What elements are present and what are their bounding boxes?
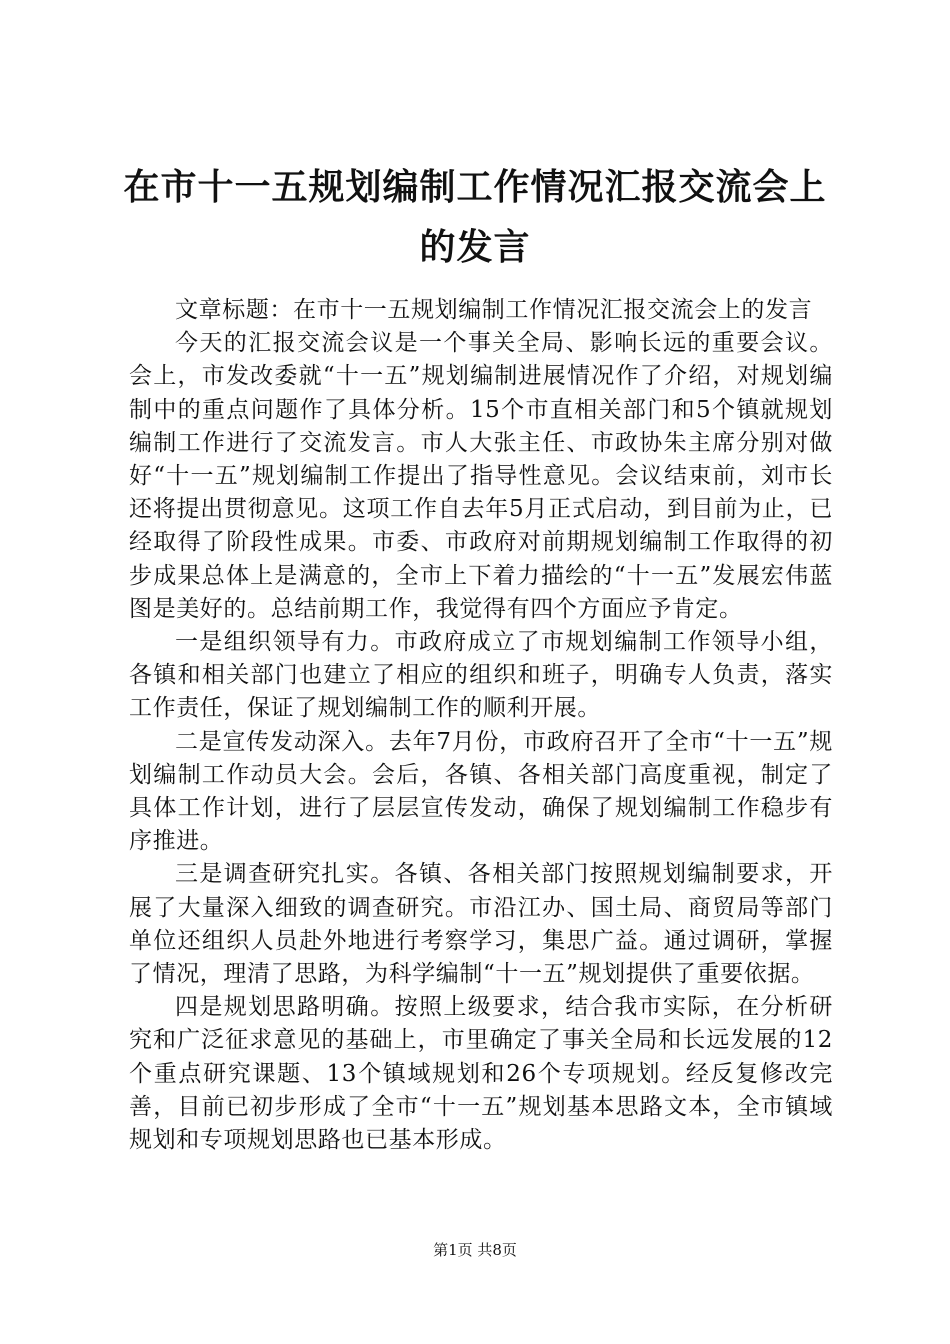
paragraph-intro: 今天的汇报交流会议是一个事关全局、影响长远的重要会议。会上，市发改委就“十一五”规划编制进展情况作了介绍，对规划编制中的重点问题作了具体分析。15个市直相关部门和5个镇就规划编制工作进行了交流发言。市人大张主任、市政协朱主席分别对做好“十一五”规划编制工作提出了指导性意见。会议结束前，刘市长还将提出贯彻意见。这项工作自去年5月正式启动，到目前为止，已经取得了阶段性成果。市委、市政府对前期规划编制工作取得的初步成果总体上是满意的，全市上下着力描绘的“十一五”发展宏伟蓝图是美好的。总结前期工作，我觉得有四个方面应予肯定。 [129,330,833,622]
page-number-footer: 第1页 共8页 [433,1241,517,1259]
paragraph-point-one: 一是组织领导有力。市政府成立了市规划编制工作领导小组，各镇和相关部门也建立了相应的组织和班子，明确专人负责，落实工作责任，保证了规划编制工作的顺利开展。 [129,629,833,722]
paragraph-point-three: 三是调查研究扎实。各镇、各相关部门按照规划编制要求，开展了大量深入细致的调查研究。市沿江办、国土局、商贸局等部门单位还组织人员赴外地进行考察学习，集思广益。通过调研，掌握了情况，理清了思路，为科学编制“十一五”规划提供了重要依据。 [129,861,833,988]
paragraph-point-four: 四是规划思路明确。按照上级要求，结合我市实际，在分析研究和广泛征求意见的基础上，市里确定了事关全局和长远发展的12个重点研究课题、13个镇域规划和26个专项规划。经反复修改完善，目前已初步形成了全市“十一五”规划基本思路文本，全市镇域规划和专项规划思路也已基本形成。 [129,994,833,1154]
document-body [129,294,833,1157]
paragraph-point-two: 二是宣传发动深入。去年7月份，市政府召开了全市“十一五”规划编制工作动员大会。会后，各镇、各相关部门高度重视，制定了具体工作计划，进行了层层宣传发动，确保了规划编制工作稳步有序推进。 [129,728,833,855]
paragraph-article-title: 文章标题：在市十一五规划编制工作情况汇报交流会上的发言 [175,297,813,323]
document-title: 在市十一五规划编制工作情况汇报交流会上的发言 [123,167,827,268]
